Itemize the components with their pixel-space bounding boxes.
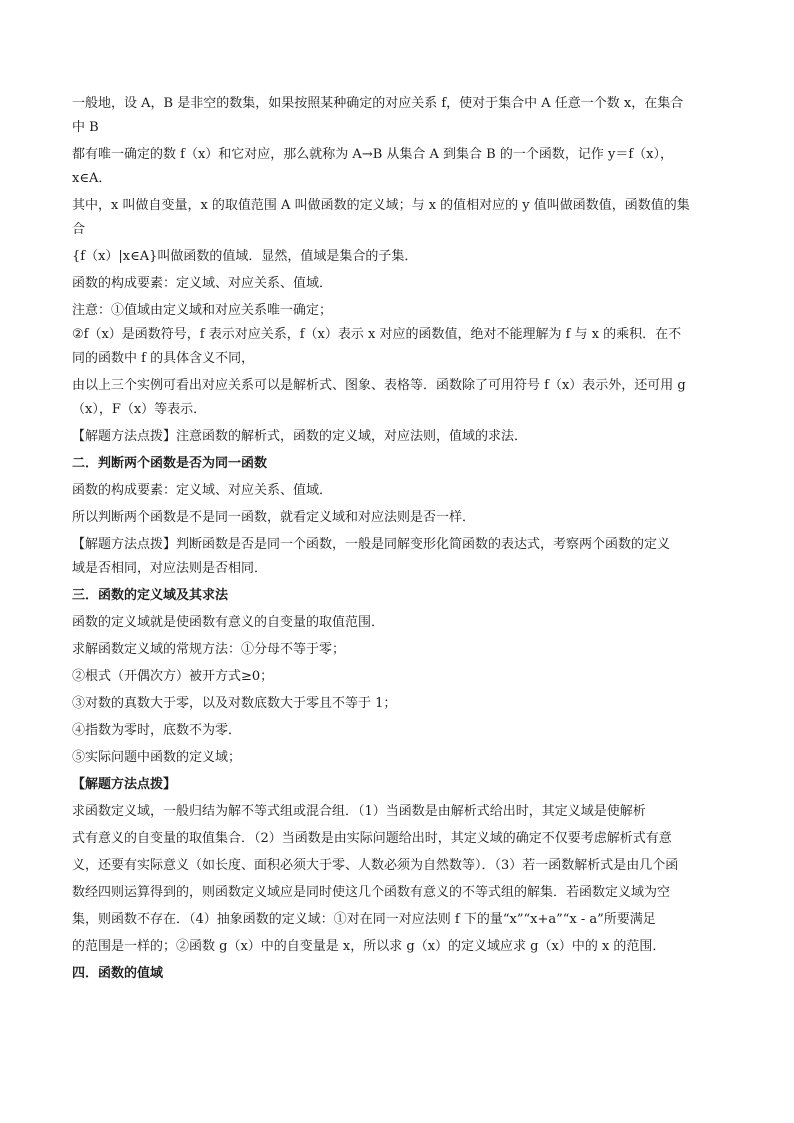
text-line: x∈A． bbox=[72, 171, 112, 186]
text-line: ④指数为零时，底数不为零． bbox=[72, 723, 242, 738]
text-line: 求解函数定义域的常规方法：①分母不等于零； bbox=[72, 642, 346, 657]
text-line: 域是否相同，对应法则是否相同． bbox=[72, 561, 268, 576]
text-line: 函数的构成要素：定义域、对应关系、值域． bbox=[72, 483, 333, 498]
text-line: 一般地，设 A，B 是非空的数集，如果按照某种确定的对应关系 f，使对于集合中 A 任意一个数 x，在集合 bbox=[72, 96, 684, 111]
section-heading: 四．函数的值域 bbox=[72, 966, 164, 981]
text-line: 【解题方法点拨】注意函数的解析式，函数的定义域，对应法则，值域的求法． bbox=[72, 429, 528, 444]
text-line: {f（x）|x∈A}叫做函数的值域．显然，值域是集合的子集． bbox=[72, 249, 418, 264]
text-line: 【解题方法点拨】判断函数是否是同一个函数，一般是同解变形化简函数的表达式，考察两个函数的定义 bbox=[72, 537, 671, 552]
text-line: 求函数定义域，一般归结为解不等式组或混合组．（1）当函数是由解析式给出时，其定义域是使解析 bbox=[72, 804, 646, 819]
text-line: 中 B bbox=[72, 120, 99, 135]
text-line: 函数的定义域就是使函数有意义的自变量的取值范围． bbox=[72, 615, 385, 630]
text-line: 义，还要有实际意义（如长度、面积必须大于零、人数必须为自然数等）．（3）若一函数解析式是由几个函 bbox=[72, 858, 679, 873]
text-line: 所以判断两个函数是不是同一函数，就看定义域和对应法则是否一样． bbox=[72, 510, 476, 525]
text-line: ③对数的真数大于零，以及对数底数大于零且不等于 1； bbox=[72, 696, 397, 711]
section-heading: 三．函数的定义域及其求法 bbox=[72, 588, 229, 603]
tip-label: 【解题方法点拨】 bbox=[72, 777, 177, 792]
text-line: ⑤实际问题中函数的定义域； bbox=[72, 750, 242, 765]
text-line: 由以上三个实例可看出对应关系可以是解析式、图象、表格等．函数除了可用符号 f（x）表示外，还可用 g bbox=[72, 378, 686, 393]
text-line: ②f（x）是函数符号，f 表示对应关系，f（x）表示 x 对应的函数值，绝对不能理解为 f 与 x 的乘积．在不 bbox=[72, 327, 682, 342]
text-line: 式有意义的自变量的取值集合．（2）当函数是由实际问题给出时，其定义域的确定不仅要考虑解析式有意 bbox=[72, 831, 672, 846]
text-line: 都有唯一确定的数 f（x）和它对应，那么就称为 A→B 从集合 A 到集合 B 的一个函数，记作 y＝f（x）， bbox=[72, 147, 673, 162]
text-line: 的范围是一样的；②函数 g（x）中的自变量是 x，所以求 g（x）的定义域应求 g（x）中的 x 的范围． bbox=[72, 939, 666, 954]
section-heading: 二．判断两个函数是否为同一函数 bbox=[72, 456, 268, 471]
text-line: 函数的构成要素：定义域、对应关系、值域． bbox=[72, 276, 333, 291]
text-line: （x），F（x）等表示． bbox=[72, 402, 207, 417]
text-line: 其中，x 叫做自变量，x 的取值范围 A 叫做函数的定义域；与 x 的值相对应的 y 值叫做函数值，函数值的集 bbox=[72, 198, 690, 213]
text-line: 同的函数中 f 的具体含义不同， bbox=[72, 351, 255, 366]
document-body bbox=[72, 92, 724, 986]
text-line: 注意：①值域由定义域和对应关系唯一确定； bbox=[72, 303, 333, 318]
text-line: ②根式（开偶次方）被开方式≥0； bbox=[72, 669, 274, 684]
text-line: 集，则函数不存在．（4）抽象函数的定义域：①对在同一对应法则 f 下的量“x”“x+a”“x - a”所要满足 bbox=[72, 912, 656, 927]
text-line: 合 bbox=[72, 222, 86, 237]
text-line: 数经四则运算得到的，则函数定义域应是同时使这几个函数有意义的不等式组的解集．若函数定义域为空 bbox=[72, 885, 671, 900]
